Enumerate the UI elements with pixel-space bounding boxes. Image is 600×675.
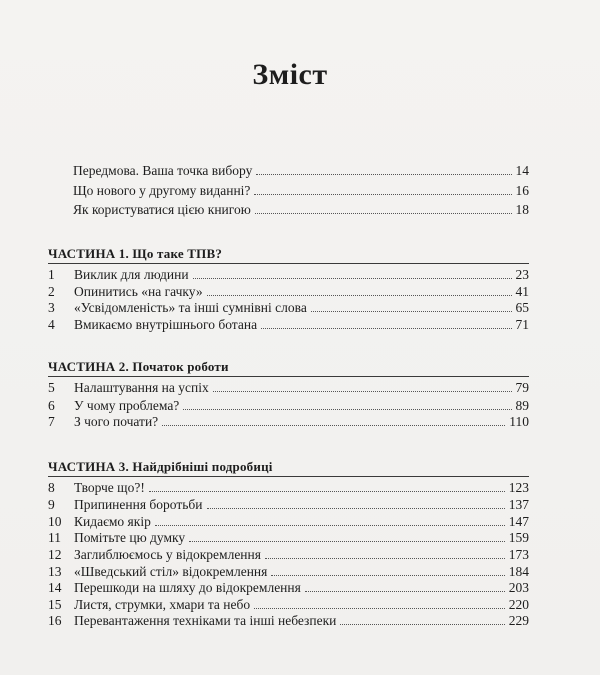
entry-label: У чому проблема? (74, 398, 180, 413)
divider (48, 476, 529, 477)
entry-label: Перевантаження техніками та інші небезпеки (74, 613, 337, 628)
chapter-number: 16 (48, 613, 62, 628)
entry-page: 220 (508, 597, 529, 612)
chapter-number: 4 (48, 317, 55, 332)
chapter-number: 13 (48, 564, 62, 579)
entry-page: 18 (515, 202, 529, 217)
toc-entry (73, 163, 529, 179)
toc-entry (48, 580, 529, 596)
page-title: Зміст (252, 58, 328, 91)
chapter-number: 6 (48, 398, 55, 413)
chapter-number: 2 (48, 284, 55, 299)
entry-page: 123 (508, 480, 529, 495)
chapter-number: 11 (48, 530, 61, 545)
chapter-number: 10 (48, 514, 62, 529)
dot-leader (255, 212, 512, 214)
entry-page: 110 (509, 414, 529, 429)
dot-leader (311, 310, 512, 312)
chapter-number: 14 (48, 580, 62, 595)
entry-page: 89 (515, 398, 529, 413)
entry-page: 41 (515, 284, 529, 299)
entry-label: Заглиблюємось у відокремлення (74, 547, 261, 562)
dot-leader (261, 327, 511, 329)
dot-leader (340, 623, 504, 625)
toc-entry (48, 530, 529, 546)
entry-page: 65 (515, 300, 529, 315)
part-heading: ЧАСТИНА 1. Що таке ТПВ? (48, 246, 223, 261)
toc-entry (48, 380, 529, 396)
entry-label: Опинитись «на гачку» (74, 284, 203, 299)
toc-entry (48, 414, 529, 430)
toc-entry (73, 183, 529, 199)
dot-leader (254, 607, 505, 609)
entry-label: Творче що?! (74, 480, 145, 495)
toc-entry (48, 317, 529, 333)
dot-leader (256, 173, 511, 175)
dot-leader (189, 540, 505, 542)
entry-label: Передмова. Ваша точка вибору (73, 163, 253, 178)
divider (48, 263, 529, 264)
entry-label: Перешкоди на шляху до відокремлення (74, 580, 301, 595)
part-heading: ЧАСТИНА 3. Найдрібніші подробиці (48, 459, 273, 474)
entry-page: 71 (515, 317, 529, 332)
entry-page: 229 (508, 613, 529, 628)
dot-leader (207, 294, 512, 296)
part-heading: ЧАСТИНА 2. Початок роботи (48, 359, 229, 374)
entry-label: Листя, струмки, хмари та небо (74, 597, 251, 612)
toc-entry (48, 480, 529, 496)
dot-leader (155, 524, 505, 526)
entry-page: 203 (508, 580, 529, 595)
toc-entry (48, 267, 529, 283)
entry-label: Що нового у другому виданні? (73, 183, 251, 198)
toc-entry (48, 613, 529, 629)
entry-page: 173 (508, 547, 529, 562)
chapter-number: 5 (48, 380, 55, 395)
entry-label: Як користуватися цією книгою (73, 202, 251, 217)
toc-entry (48, 564, 529, 580)
entry-page: 137 (508, 497, 529, 512)
dot-leader (162, 424, 505, 426)
toc-entry (48, 547, 529, 563)
toc-entry (48, 597, 529, 613)
chapter-number: 9 (48, 497, 55, 512)
entry-label: Виклик для людини (74, 267, 189, 282)
chapter-number: 3 (48, 300, 55, 315)
dot-leader (305, 590, 505, 592)
toc-entry (48, 497, 529, 513)
entry-label: «Усвідомленість» та інші сумнівні слова (74, 300, 307, 315)
toc-entry (48, 514, 529, 530)
toc-entry (48, 300, 529, 316)
entry-label: Вмикаємо внутрішнього ботана (74, 317, 258, 332)
entry-label: Припинення боротьби (74, 497, 203, 512)
entry-page: 23 (515, 267, 529, 282)
entry-label: З чого почати? (74, 414, 159, 429)
dot-leader (207, 507, 505, 509)
entry-label: Помітьте цю думку (74, 530, 186, 545)
entry-page: 147 (508, 514, 529, 529)
entry-page: 159 (508, 530, 529, 545)
chapter-number: 12 (48, 547, 62, 562)
dot-leader (193, 277, 512, 279)
divider (48, 376, 529, 377)
entry-page: 184 (508, 564, 529, 579)
dot-leader (265, 557, 505, 559)
toc-entry (48, 398, 529, 414)
toc-entry (48, 284, 529, 300)
dot-leader (183, 408, 511, 410)
entry-label: Кидаємо якір (74, 514, 151, 529)
entry-page: 14 (515, 163, 529, 178)
dot-leader (149, 490, 505, 492)
entry-label: Налаштування на успіх (74, 380, 209, 395)
dot-leader (271, 574, 504, 576)
chapter-number: 8 (48, 480, 55, 495)
dot-leader (254, 193, 511, 195)
chapter-number: 1 (48, 267, 55, 282)
entry-label: «Шведський стіл» відокремлення (74, 564, 268, 579)
toc-entry (73, 202, 529, 218)
chapter-number: 15 (48, 597, 62, 612)
dot-leader (213, 390, 512, 392)
entry-page: 79 (515, 380, 529, 395)
entry-page: 16 (515, 183, 529, 198)
chapter-number: 7 (48, 414, 55, 429)
